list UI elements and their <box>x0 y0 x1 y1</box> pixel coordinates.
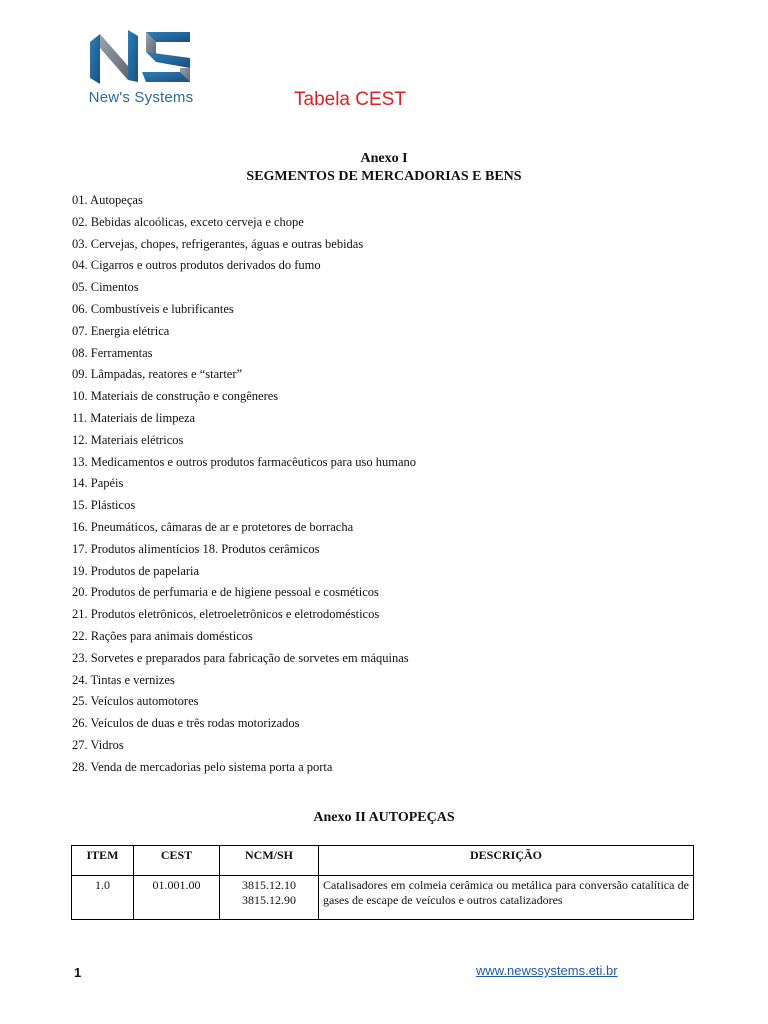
website-link[interactable]: www.newssystems.eti.br <box>476 963 618 978</box>
logo-text: New's Systems <box>88 89 194 106</box>
table-row <box>72 876 694 920</box>
cell-descricao: Catalisadores em colmeia cerâmica ou metálica para conversão catalítica de gases de escape de veículos e outros catalizadores <box>319 876 694 920</box>
ncm-code: 3815.12.90 <box>242 893 296 907</box>
list-item: 27. Vidros <box>72 737 124 752</box>
list-item: 08. Ferramentas <box>72 345 153 360</box>
list-item: 19. Produtos de papelaria <box>72 563 200 578</box>
list-item: 25. Veículos automotores <box>72 694 199 709</box>
list-item: 09. Lâmpadas, reatores e “starter” <box>72 367 243 382</box>
list-item: 15. Plásticos <box>72 498 136 513</box>
header-cest: CEST <box>134 846 220 876</box>
list-item: 24. Tintas e vernizes <box>72 672 175 687</box>
company-logo <box>76 26 206 110</box>
list-item: 20. Produtos de perfumaria e de higiene pessoal e cosméticos <box>72 585 379 600</box>
list-item: 13. Medicamentos e outros produtos farmacêuticos para uso humano <box>72 454 417 469</box>
page-number: 1 <box>74 965 82 980</box>
list-item: 10. Materiais de construção e congêneres <box>72 389 279 404</box>
annex2-title: Anexo II AUTOPEÇAS <box>313 810 455 825</box>
list-item: 02. Bebidas alcoólicas, exceto cerveja e chope <box>72 214 304 229</box>
list-item: 14. Papéis <box>72 476 124 491</box>
list-item: 28. Venda de mercadorias pelo sistema porta a porta <box>72 759 333 774</box>
header-ncm: NCM/SH <box>220 846 319 876</box>
list-item: 23. Sorvetes e preparados para fabricação de sorvetes em máquinas <box>72 650 409 665</box>
document-title: Tabela CEST <box>294 89 406 110</box>
segments-list <box>72 190 416 779</box>
list-item: 12. Materiais elétricos <box>72 432 184 447</box>
list-item: 16. Pneumáticos, câmaras de ar e protetores de borracha <box>72 519 354 534</box>
list-item: 26. Veículos de duas e três rodas motorizados <box>72 716 300 731</box>
cell-cest: 01.001.00 <box>134 876 220 920</box>
header-descricao: DESCRIÇÃO <box>319 846 694 876</box>
cest-table <box>71 845 694 920</box>
annex1-subtitle: SEGMENTOS DE MERCADORIAS E BENS <box>246 169 522 184</box>
ns-logo-icon <box>86 26 196 88</box>
list-item: 22. Rações para animais domésticos <box>72 628 253 643</box>
list-item: 04. Cigarros e outros produtos derivados do fumo <box>72 258 321 273</box>
ncm-code: 3815.12.10 <box>242 878 296 892</box>
header-item: ITEM <box>72 846 134 876</box>
list-item: 05. Cimentos <box>72 280 139 295</box>
table-header-row <box>72 846 694 876</box>
list-item: 06. Combustíveis e lubrificantes <box>72 301 234 316</box>
list-item: 07. Energia elétrica <box>72 323 170 338</box>
list-item: 21. Produtos eletrônicos, eletroeletrônicos e eletrodomésticos <box>72 607 380 622</box>
list-item: 11. Materiais de limpeza <box>72 410 196 425</box>
cell-ncm <box>220 876 319 920</box>
list-item: 17. Produtos alimentícios 18. Produtos cerâmicos <box>72 541 320 556</box>
annex1-title: Anexo I <box>360 151 408 166</box>
cell-item: 1.0 <box>72 876 134 920</box>
list-item: 03. Cervejas, chopes, refrigerantes, águas e outras bebidas <box>72 236 364 251</box>
list-item: 01. Autopeças <box>72 193 143 207</box>
